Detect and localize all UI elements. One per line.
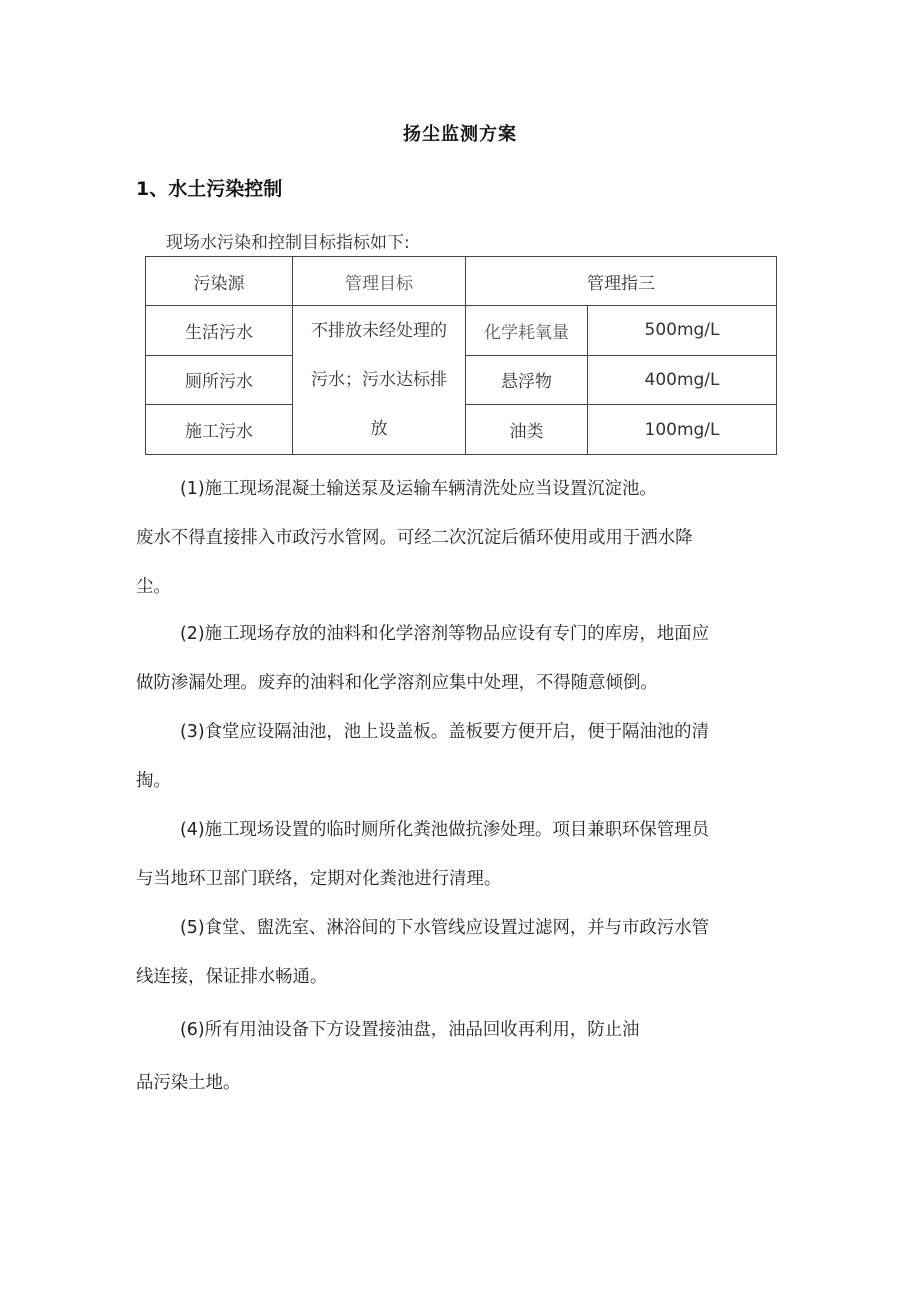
header-source: 污染源	[146, 257, 293, 306]
goal-line: 不排放未经处理的	[311, 321, 447, 341]
document-title: 扬尘监测方案	[403, 124, 517, 145]
paragraph-line: (3)食堂应设隔油池，池上设盖板。盖板要方便开启，便于隔油池的清	[180, 722, 709, 742]
section-heading: 1、水土污染控制	[136, 178, 283, 200]
paragraph-line: 废水不得直接排入市政污水管网。可经二次沉淀后循环使用或用于洒水降	[136, 528, 693, 548]
table-row	[146, 306, 777, 356]
goal-line: 放	[370, 419, 388, 439]
indicator-cell: 油类	[466, 405, 588, 455]
paragraph-line: (6)所有用油设备下方设置接油盘，油品回收再利用，防止油	[180, 1020, 640, 1040]
value-cell: 500mg/L	[588, 306, 777, 356]
paragraph-1	[136, 465, 792, 612]
paragraph-line: 尘。	[136, 577, 171, 597]
paragraph-line: (1)施工现场混凝土输送泵及运输车辆清洗处应当设置沉淀池。	[180, 479, 657, 499]
paragraph-line: 做防渗漏处理。废弃的油料和化学溶剂应集中处理，不得随意倾倒。	[136, 673, 658, 693]
paragraph-3	[136, 708, 792, 806]
source-cell: 厕所污水	[146, 355, 293, 405]
header-goal: 管理目标	[293, 257, 466, 306]
paragraph-5	[136, 904, 792, 1002]
paragraph-line: 与当地环卫部门联络，定期对化粪池进行清理。	[136, 869, 502, 889]
paragraph-line: (2)施工现场存放的油料和化学溶剂等物品应设有专门的库房，地面应	[180, 624, 709, 644]
indicator-cell: 悬浮物	[466, 355, 588, 405]
paragraph-line: 线连接，保证排水畅通。	[136, 967, 328, 987]
table-intro: 现场水污染和控制目标指标如下:	[166, 233, 410, 253]
value-cell: 100mg/L	[588, 405, 777, 455]
indicator-cell: 化学耗氧量	[466, 306, 588, 356]
goal-cell	[293, 306, 466, 455]
value-cell: 400mg/L	[588, 355, 777, 405]
paragraph-line: 掏。	[136, 771, 171, 791]
source-cell: 施工污水	[146, 405, 293, 455]
header-indicator: 管理指三	[466, 257, 777, 306]
table-header-row	[146, 257, 777, 306]
paragraph-2	[136, 610, 792, 708]
paragraph-6	[136, 1004, 792, 1110]
pollution-control-table	[145, 256, 777, 455]
paragraph-line: 品污染土地。	[136, 1073, 241, 1093]
source-cell: 生活污水	[146, 306, 293, 356]
paragraph-line: (4)施工现场设置的临时厕所化粪池做抗渗处理。项目兼职环保管理员	[180, 820, 709, 840]
goal-line: 污水；污水达标排	[311, 370, 447, 390]
paragraph-4	[136, 806, 792, 904]
paragraph-line: (5)食堂、盥洗室、淋浴间的下水管线应设置过滤网，并与市政污水管	[180, 918, 709, 938]
